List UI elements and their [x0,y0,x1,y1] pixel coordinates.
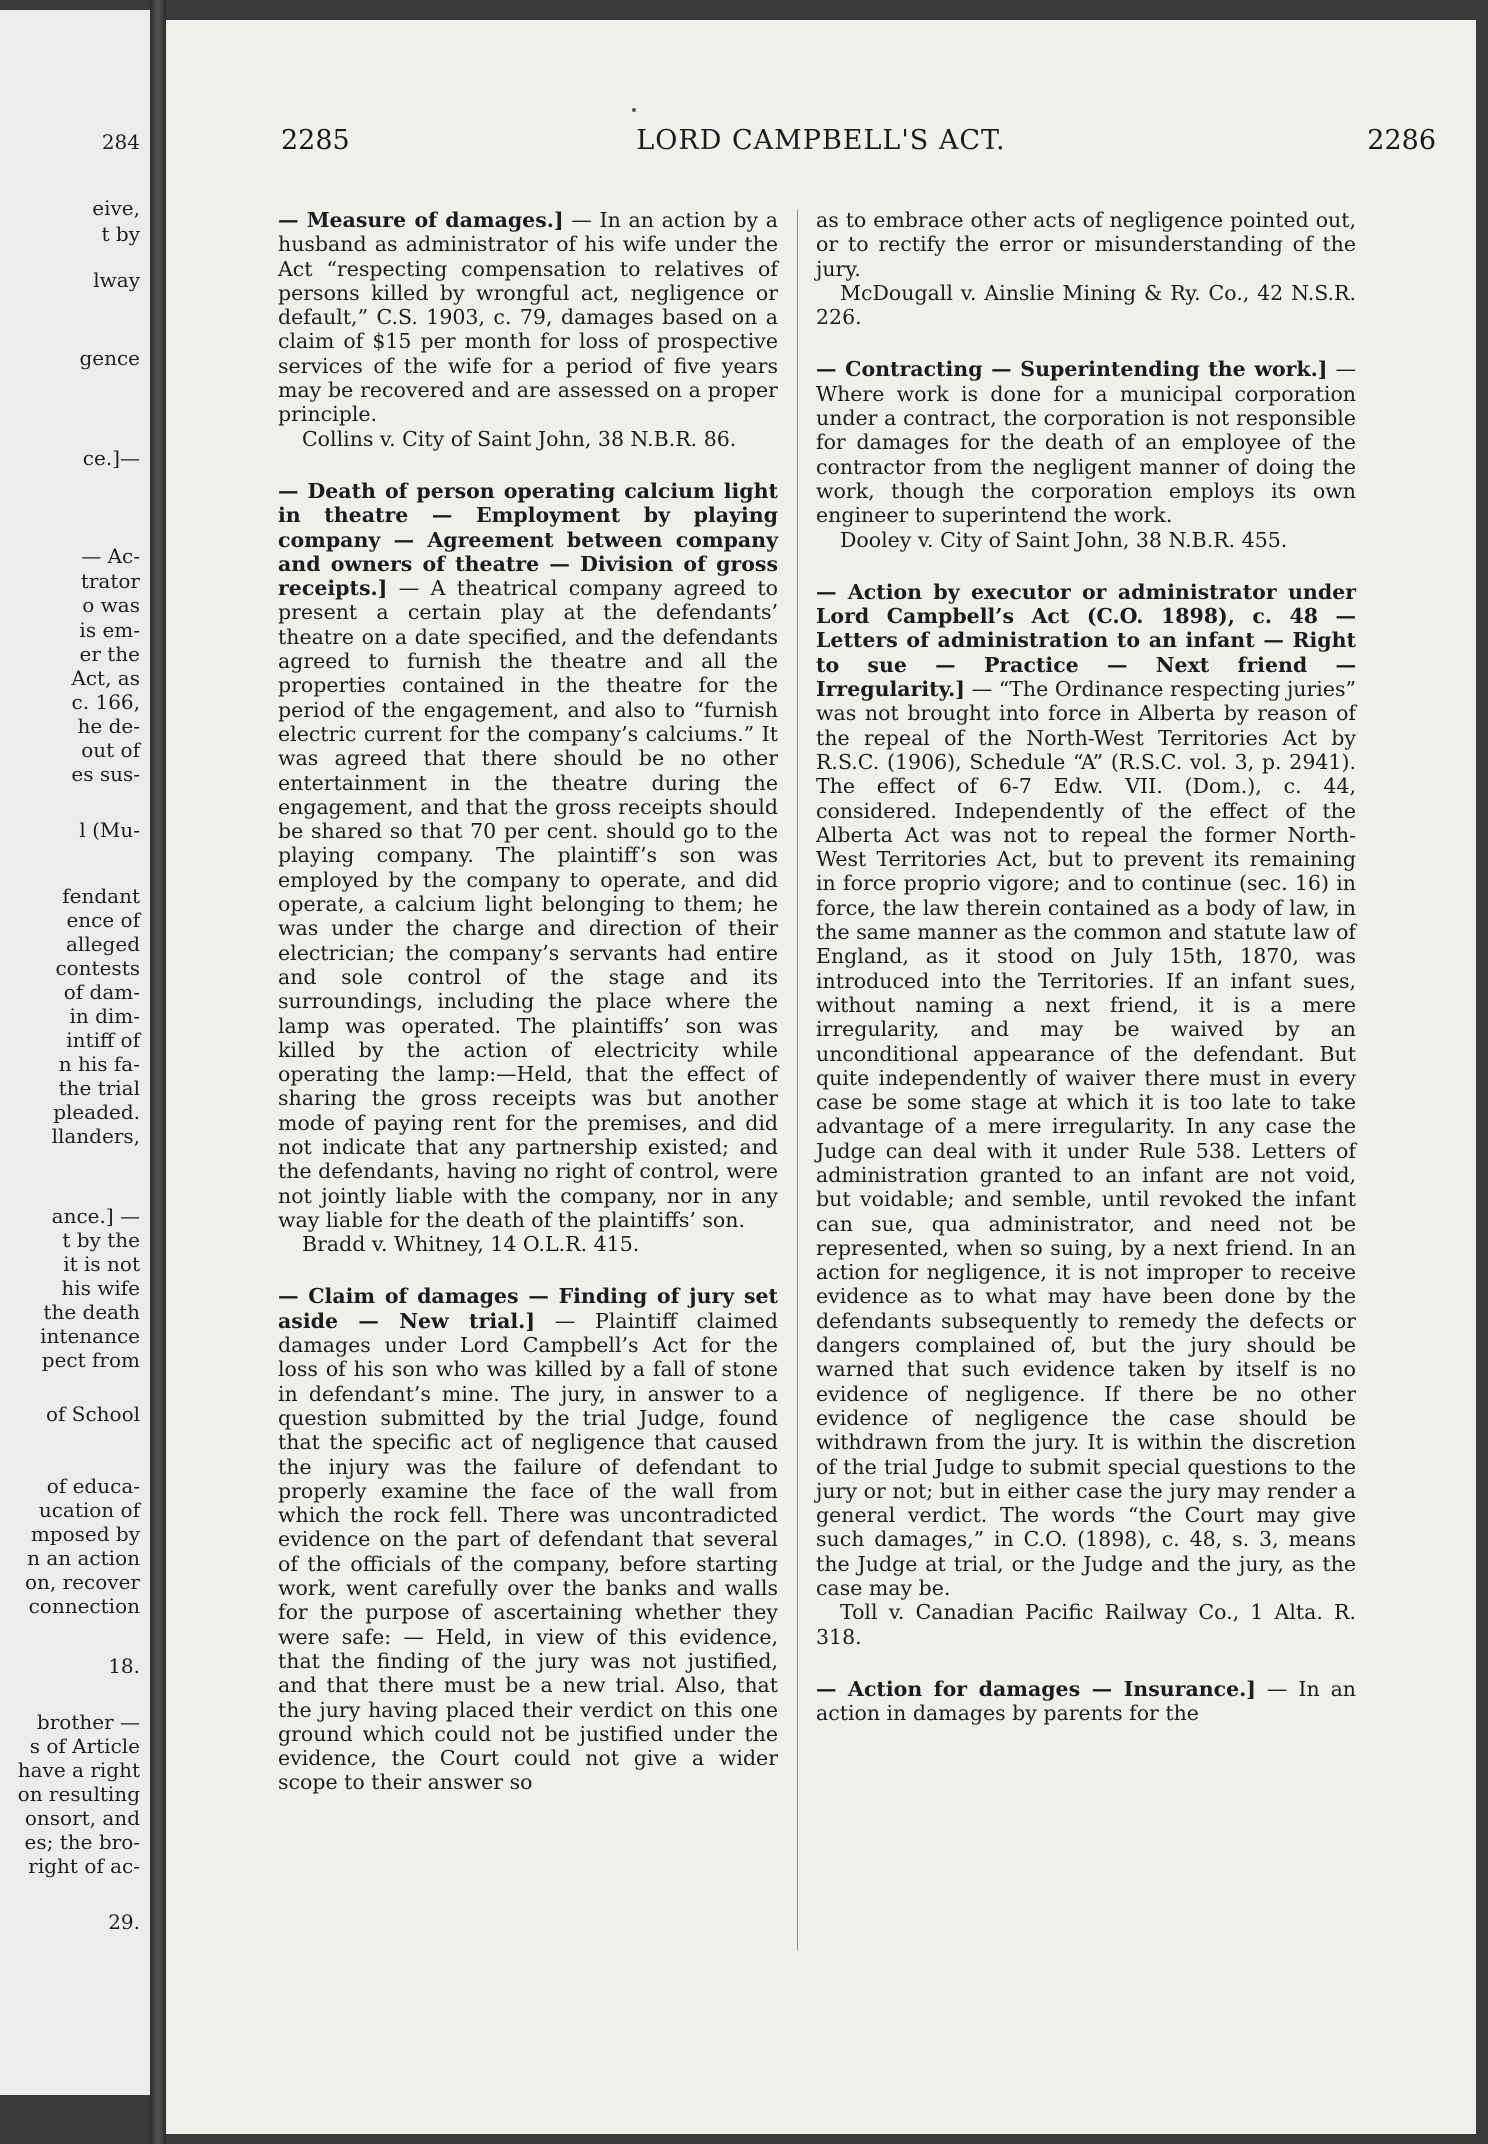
left-page-line: s of Article [29,1734,140,1758]
left-page-line: Act, as [71,666,140,690]
left-page-line: brother — [36,1710,140,1734]
left-page-line: llanders, [51,1124,140,1148]
entry-text [278,208,778,427]
left-page-line: onsort, and [24,1806,140,1830]
page-number-left: 2285 [281,125,350,156]
left-page-line: — Ac- [81,544,140,568]
entry-body: — Plaintiff claimed damages under Lord Campbell’s Act for the loss of his son who was killed by a fall of stone in defendant’s mine. The jury, in answer to a question submitted by the trial Judge, found that the specific act of negligence that caused the injury was the failure of defendant to properly examine the face of the wall from which the rock fell. There was uncontradicted evidence on the part of defendant that several of the officials of the company, before starting work, went carefully over the banks and walls for the purpose of ascertaining whether they were safe: — Held, in view of this evidence, that the finding of the jury was not justified, and that there must be a new trial. Also, that the jury having placed their verdict on this one ground which could not be justified under the evidence, the Court could not give a wider scope to their answer so [278,1308,779,1795]
left-column [278,208,778,1795]
left-page-line: pect from [41,1348,140,1372]
case-citation: Collins v. City of Saint John, 38 N.B.R. 86. [302,426,737,451]
entry-heading: — Action for damages — Insurance.] [816,1676,1257,1701]
left-page-line: t by the [62,1228,140,1252]
left-page-line: contests [55,956,140,980]
left-page-line: it is not [63,1252,140,1276]
entry-heading: — Death of person operating calcium light in theatre — Employment by playing company — Agreement between company and owners of theatre — Division of gross receipts.] [278,478,778,601]
entry-spacer [278,451,778,479]
adjacent-left-page [0,10,150,2095]
left-page-line: n his fa- [58,1052,140,1076]
entry-text [816,208,1356,281]
left-page-line: mposed by [30,1522,140,1546]
case-citation: Toll v. Canadian Pacific Railway Co., 1 Alta. R. 318. [816,1600,1356,1649]
left-page-line: right of ac- [28,1854,140,1878]
book-gutter [150,0,166,2144]
entry-text [278,1284,778,1794]
left-page-line: the death [43,1300,140,1324]
left-page-line: of School [45,1402,140,1426]
main-page [166,20,1476,2134]
left-page-line: alleged [66,932,140,956]
left-page-line: intiff of [66,1028,140,1052]
left-page-line: t by [101,222,140,246]
left-page-line: 18. [108,1654,140,1678]
left-page-line: trator [80,569,140,593]
entry-text [816,580,1356,1600]
left-page-line: his wife [61,1276,140,1300]
left-page-line: on resulting [17,1782,140,1806]
digest-entry [278,208,778,451]
entry-body: — In an action by a husband as administrator of his wife under the Act “respecting compensation to relatives of persons killed by wrongful act, negligence or default,” C.S. 1903, c. 79, damages based on a claim of $15 per month for loss of prospective services of the wife for a period of five years may be recovered and are assessed on a proper principle. [278,208,778,427]
left-page-line: 29. [108,1910,140,1934]
digest-entry [278,479,778,1257]
page-header [166,125,1476,165]
right-column [816,208,1356,1726]
left-page-line: ence of [66,908,140,932]
entry-body: —Where work is done for a municipal corporation under a contract, the corporation is not responsible for damages for the death of an employee of the contractor from the negligent manner of doing the work, though the corporation employs its own engineer to superintend the work. [816,357,1356,528]
left-page-line: of educa- [46,1474,140,1498]
entry-spacer [816,552,1356,580]
left-page-line: the trial [58,1076,140,1100]
left-page-line: es sus- [71,762,140,786]
running-title: LORD CAMPBELL'S ACT. [636,125,1006,156]
entry-body: — In an action in damages by parents for the [816,1676,1356,1726]
entry-heading: — Measure of damages.] [278,208,564,232]
left-page-line: eive, [92,196,140,220]
case-citation: Bradd v. Whitney, 14 O.L.R. 415. [302,1232,640,1257]
left-page-line: n an action [27,1546,140,1570]
entry-body: — “The Ordinance respecting juries” was not brought into force in Alberta by reason of the repeal of the North-West Territories Act by R.S.C. (1906), Schedule “A” (R.S.C. vol. 3, p. 2941). The effect of 6-7 Edw. VII. (Dom.), c. 44, considered. Independently of the effect of the Alberta Act was not to repeal the former North-West Territories Act, but to prevent its remaining in force proprio vigore; and to continue (sec. 16) in force, the law therein contained as a body of law, in the same manner as the common and statute law of England, as it stood on July 15th, 1870, was introduced into the Territories. If an infant sues, without naming a next friend, it is a mere irregularity, and may be waived by an unconditional appearance of the defendant. But quite independently of waiver there must in every case be some stage at which it is too late to take advantage of a mere irregularity. In any case the Judge can deal with it under Rule 538. Letters of administration granted to an infant are not void, but voidable; and semble, until revoked the infant can sue, qua administrator, and need not be represented, when so suing, by a next friend. In an action for negligence, it is not improper to receive evidence as to what may have been done by the defendants subsequently to remedy the defects or dangers complained of, but the jury should be warned that such evidence taken by itself is no evidence of negligence. If there be no other evidence of negligence the case should be withdrawn from the jury. It is within the discretion of the trial Judge to submit special questions to the jury or not; but in either case the jury may render a general verdict. The words “the Court may give such damages,” in C.O. (1898), c. 48, s. 3, means the Judge at trial, or the Judge and the jury, as the case may be. [816,677,1356,1601]
left-page-line: of dam- [63,980,140,1004]
case-citation: Dooley v. City of Saint John, 38 N.B.R. 455. [840,527,1288,552]
page-number-right: 2286 [1367,125,1436,156]
entry-spacer [278,1256,778,1284]
digest-entry [816,208,1356,329]
left-page-line: he de- [77,714,140,738]
entry-spacer [816,329,1356,357]
entry-text [278,479,778,1232]
left-page-line: o was [82,593,140,617]
left-page-line: in dim- [69,1004,140,1028]
entry-heading: — Claim of damages — Finding of jury set aside — New trial.] [278,1284,778,1333]
left-page-line: have a right [17,1758,140,1782]
left-page-line: ce.]— [82,446,140,470]
entry-body: — A theatrical company agreed to present a certain play at the defendants’ theatre on a date specified, and the defendants agreed to furnish the theatre and all the properties contained in the theatre for the period of the engagement, and also to “furnish electric current for the company’s calciums.” It was agreed that there should be no other entertainment in the theatre during the engagement, and that the gross receipts should be shared so that 70 per cent. should go to the playing company. The plaintiff’s son was employed by the company to operate, and did operate, a calcium light belonging to them; he was under the charge and direction of their electrician; the company’s servants had entire and sole control of the stage and its surroundings, including the place where the lamp was operated. The plaintiffs’ son was killed by the action of electricity while operating the lamp:—Held, that the effect of sharing the gross receipts was but another mode of paying rent for the premises, and did not indicate that any partnership existed; and the defendants, having no right of control, were not jointly liable with the company, nor in any way liable for the death of the plaintiffs’ son. [278,576,778,1232]
ink-speck [632,108,636,112]
case-citation: McDougall v. Ainslie Mining & Ry. Co., 42 N.S.R. 226. [816,280,1356,330]
digest-entry [278,1284,778,1794]
left-page-line: pleaded. [53,1100,140,1124]
left-page-line: connection [28,1594,140,1618]
left-page-line: gence [79,346,140,370]
entry-spacer [816,1649,1356,1677]
left-page-line: intenance [40,1324,140,1348]
entry-text [816,357,1356,527]
left-page-line: er the [79,642,140,666]
entry-heading: — Action by executor or administrator under Lord Campbell’s Act (C.O. 1898), c. 48 —Letters of administration to an infant — Right to sue — Practice — Next friend — Irregularity.] [816,579,1356,702]
left-page-line: 284 [101,130,140,154]
entry-text [816,1677,1356,1726]
entry-heading: — Contracting — Superintending the work.] [816,357,1328,382]
digest-entry [816,580,1356,1649]
left-page-line: on, recover [25,1570,140,1594]
left-page-line: ance.] — [51,1204,140,1228]
left-page-line: lway [93,268,140,292]
left-page-line: fendant [62,884,140,908]
entry-body: as to embrace other acts of negligence pointed out, or to rectify the error or misunderstanding of the jury. [816,208,1356,281]
left-page-line: out of [81,738,140,762]
left-page-line: es; the bro- [24,1830,140,1854]
left-page-line: ucation of [38,1498,140,1522]
column-divider [797,210,798,1950]
left-page-line: c. 166, [71,690,140,714]
digest-entry [816,357,1356,551]
digest-entry [816,1677,1356,1726]
left-page-line: is em- [79,618,140,642]
left-page-line: l (Mu- [79,818,140,842]
